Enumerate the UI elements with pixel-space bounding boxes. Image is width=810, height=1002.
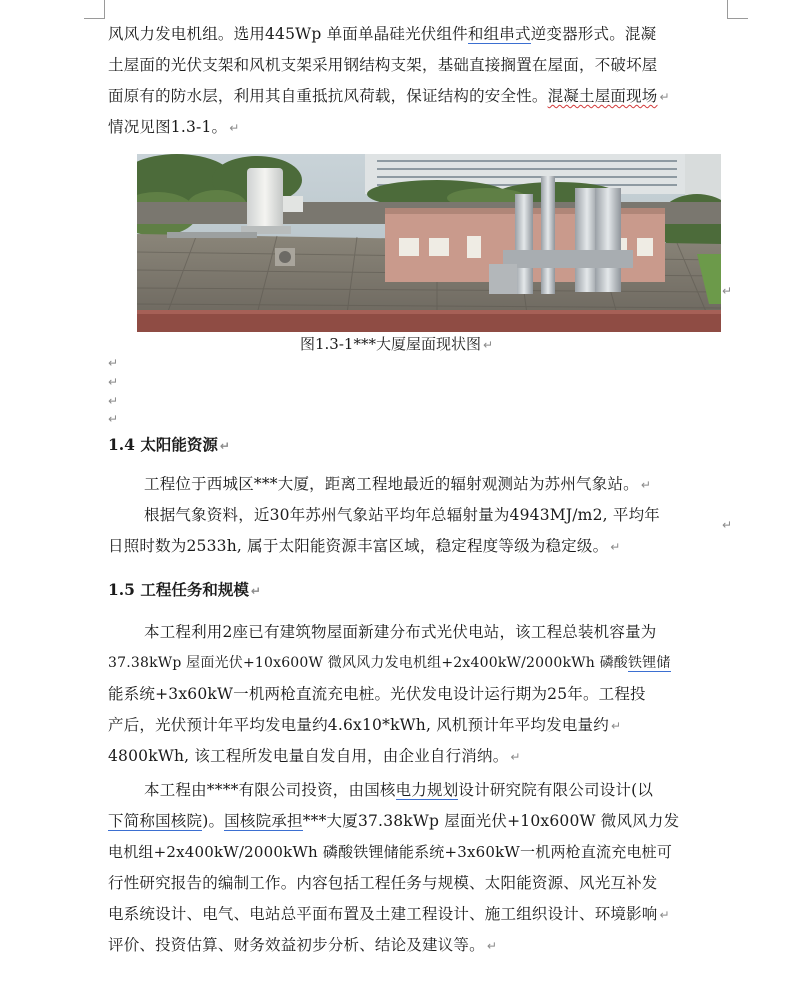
text-run: 情况见图1.3-1。 xyxy=(108,118,228,136)
text-run: 37.38kWp 屋面光伏+10x600W 微风风力发电机组+2x400kW/2000kWh 磷酸 xyxy=(108,655,628,671)
section-heading: 1.5 工程任务和规模 xyxy=(108,580,249,599)
paragraph-mark: ↵ xyxy=(640,478,652,492)
text-run: )。 xyxy=(202,812,225,830)
text-run-underlined: 国核院承担 xyxy=(224,812,303,830)
text-line: 根据气象资料，近30年苏州气象站平均年总辐射量为4943MJ/m2, 平均年 xyxy=(144,506,660,524)
empty-paragraph-mark: ↵ xyxy=(108,375,119,389)
paragraph-mark: ↵ xyxy=(610,540,621,554)
paragraph-mark: ↵ xyxy=(510,750,521,764)
text-line: 行性研究报告的编制工作。内容包括工程任务与规模、太阳能资源、风光互补发 xyxy=(108,874,658,892)
section-heading: 1.4 太阳能资源 xyxy=(108,435,218,454)
crop-mark-top-right xyxy=(727,0,748,19)
paragraph-mark: ↵ xyxy=(659,90,670,104)
text-run: 面原有的防水层，利用其自重抵抗风荷载，保证结构的安全性。 xyxy=(108,87,548,105)
text-run: 逆变器形式。混凝 xyxy=(530,25,657,43)
text-line: 评价、投资估算、财务效益初步分析、结论及建议等。 xyxy=(108,936,485,954)
text-run: 设计研究院有限公司设计(以 xyxy=(458,781,654,799)
empty-paragraph-mark: ↵ xyxy=(108,412,119,426)
figure-caption: 图1.3-1***大厦屋面现状图 xyxy=(300,335,481,353)
rooftop-photo-image xyxy=(137,154,721,332)
section-1-4-body xyxy=(108,469,700,562)
text-line: 产后，光伏预计年平均发电量约4.6x10*kWh, 风机预计年平均发电量约 xyxy=(108,716,609,734)
text-run-underlined: 下简称 xyxy=(108,812,156,830)
paragraph-mark: ↵ xyxy=(250,584,261,598)
text-run: 风风力发电机组。选用445Wp 单面单晶硅光伏组件 xyxy=(108,25,468,43)
text-line: 土屋面的光伏支架和风机支架采用钢结构支架，基础直接搁置在屋面，不破坏屋 xyxy=(108,56,658,74)
section-1-5-body xyxy=(108,617,700,961)
text-run-underlined: 国核院 xyxy=(155,812,203,830)
paragraph-mark: ↵ xyxy=(482,338,494,352)
text-line: 电机组+2x400kW/2000kWh 磷酸铁锂储能系统+3x60kW一机两枪直流充电桩可 xyxy=(108,843,673,861)
empty-paragraph-mark: ↵ xyxy=(108,356,119,370)
text-run-underlined: 铁锂储 xyxy=(627,655,671,671)
empty-paragraph-mark: ↵ xyxy=(108,394,119,408)
paragraph-mark: ↵ xyxy=(722,284,733,298)
text-line: 本工程利用2座已有建筑物屋面新建分布式光伏电站，该工程总装机容量为 xyxy=(144,623,657,641)
text-line: 4800kWh, 该工程所发电量自发自用，由企业自行消纳。 xyxy=(108,747,509,765)
paragraph-mark: ↵ xyxy=(219,439,230,453)
text-line: 能系统+3x60kW一机两枪直流充电桩。光伏发电设计运行期为25年。工程投 xyxy=(108,685,646,703)
text-run: ***大厦37.38kWp 屋面光伏+10x600W 微风风力发 xyxy=(302,812,680,830)
paragraph-mark: ↵ xyxy=(486,939,498,953)
text-run-underlined: 和组串式 xyxy=(467,25,531,43)
paragraph-mark: ↵ xyxy=(659,908,670,922)
paragraph-intro xyxy=(108,19,700,143)
paragraph-mark: ↵ xyxy=(610,719,622,733)
text-run-spellcheck: 混凝土屋面现场 xyxy=(547,87,658,105)
text-run: 本工程由****有限公司投资，由国核 xyxy=(144,781,396,799)
paragraph-mark: ↵ xyxy=(722,518,733,532)
text-line: 电系统设计、电气、电站总平面布置及土建工程设计、施工组织设计、环境影响 xyxy=(108,905,658,923)
paragraph-mark: ↵ xyxy=(229,121,240,135)
rooftop-photo xyxy=(137,154,721,332)
text-run-underlined: 电力规划 xyxy=(395,781,459,799)
text-line: 日照时数为2533h, 属于太阳能资源丰富区域，稳定程度等级为稳定级。 xyxy=(108,537,609,555)
crop-mark-top-left xyxy=(84,0,105,19)
text-line: 工程位于西城区***大厦，距离工程地最近的辐射观测站为苏州气象站。 xyxy=(144,475,639,493)
